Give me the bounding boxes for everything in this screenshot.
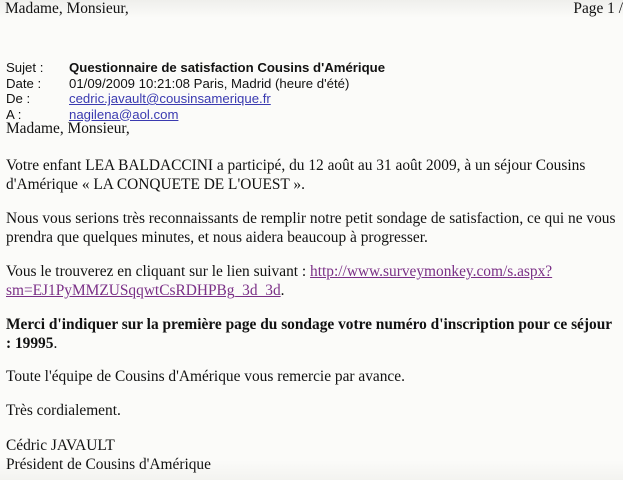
paragraph-thanks: Toute l'équipe de Cousins d'Amérique vous remercie par avance. [6,368,405,385]
from-row [6,91,385,107]
header-greeting: Madame, Monsieur, [5,0,129,17]
survey-link-intro: Vous le trouverez en cliquant sur le lien suivant : [6,263,311,280]
registration-period: . [53,335,58,352]
survey-link-part-2[interactable]: sm=EJ1PyMMZUSqqwtCsRDHPBg_3d_3d [6,282,281,299]
registration-instruction: Merci d'indiquer sur la première page du sondage votre numéro d'inscription pour ce séjour : 19995 [6,316,612,352]
to-email-link[interactable]: nagilena@aol.com [69,106,179,122]
paragraph-registration-number [6,315,616,353]
subject-row [6,60,385,76]
paragraph-survey-request: Nous vous serions très reconnaissants de remplir notre petit sondage de satisfaction, ce qui ne vous prendra que quelques minutes, et nous aidera beaucoup à progresser. [6,210,616,246]
email-header [6,60,385,122]
subject-value: Questionnaire de satisfaction Cousins d'Amérique [69,60,386,75]
to-label: A : [6,106,22,122]
paragraph-survey-link [6,262,616,300]
signature-block [6,436,616,474]
signature-name: Cédric JAVAULT [6,437,115,454]
signature-title: Président de Cousins d'Amérique [6,456,211,473]
survey-link-period: . [280,282,285,299]
salutation: Madame, Monsieur, [6,120,130,137]
subject-label: Sujet : [6,60,44,75]
page-number: Page 1 / [573,0,623,17]
date-label: Date : [6,75,42,91]
survey-link-part-1[interactable]: http://www.surveymonkey.com/s.aspx? [310,263,553,280]
paragraph-participation: Votre enfant LEA BALDACCINI a participé, du 12 août au 31 août 2009, à un séjour Cousins d'Amérique « LA CONQUETE DE L'OUEST ». [6,157,586,193]
closing: Très cordialement. [6,402,121,419]
date-row [6,76,385,92]
from-email-link[interactable]: cedric.javault@cousinsamerique.fr [69,91,271,106]
from-label: De : [6,91,31,106]
date-value: 01/09/2009 10:21:08 Paris, Madrid (heure d'été) [69,75,350,91]
